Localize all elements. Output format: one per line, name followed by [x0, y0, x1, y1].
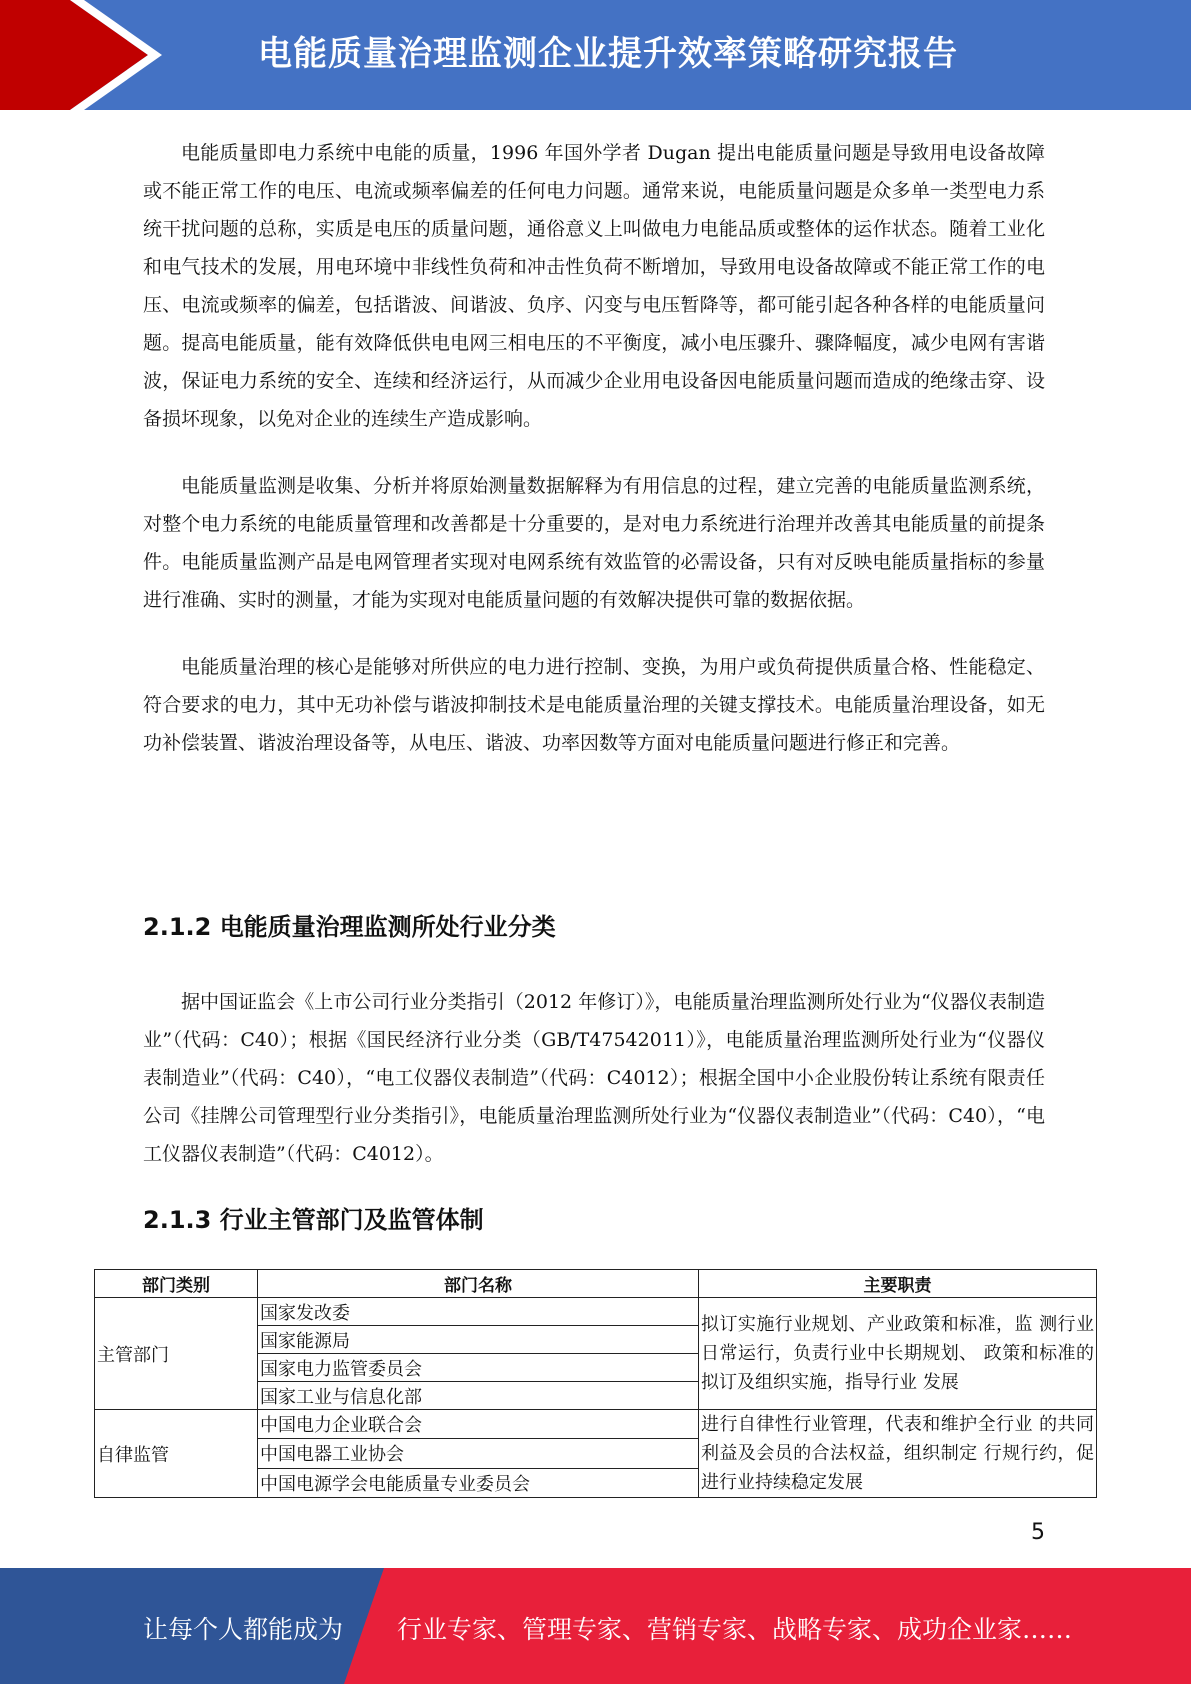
duty-cell: 进行自律性行业管理，代表和维护全行业 的共同利益及会员的合法权益，组织制定 行规行约，促进行业持续稳定发展	[699, 1410, 1097, 1498]
department-name-cell: 国家工业与信息化部	[258, 1382, 699, 1410]
department-name-cell: 国家发改委	[258, 1298, 699, 1326]
department-name-cell: 国家能源局	[258, 1326, 699, 1354]
table-header-cell: 部门类别	[95, 1270, 258, 1298]
page-number: 5	[1031, 1520, 1045, 1545]
department-name-cell: 中国电源学会电能质量专业委员会	[258, 1468, 699, 1497]
intro-paragraphs	[143, 134, 1045, 791]
category-cell: 自律监管	[95, 1410, 258, 1498]
report-title: 电能质量治理监测企业提升效率策略研究报告	[258, 34, 958, 74]
table-row	[95, 1298, 1097, 1326]
department-name-cell: 中国电器工业协会	[258, 1439, 699, 1468]
department-name-cell: 国家电力监管委员会	[258, 1354, 699, 1382]
footer-slogan-left: 让每个人都能成为	[143, 1615, 344, 1644]
paragraph-power-quality: 电能质量即电力系统中电能的质量，1996 年国外学者 Dugan 提出电能质量问题是导致用电设备故障或不能正常工作的电压、电流或频率偏差的任何电力问题。通常来说，电能质量问题是众多单一类型电力系统干扰问题的总称，实质是电压的质量问题，通俗意义上叫做电力电能品质或整体的运作状态。随着工业化和电气技术的发展，用电环境中非线性负荷和冲击性负荷不断增加，导致用电设备故障或不能正常工作的电压、电流或频率的偏差，包括谐波、间谐波、负序、闪变与电压暂降等，都可能引起各种各样的电能质量问题。提高电能质量，能有效降低供电电网三相电压的不平衡度，减小电压骤升、骤降幅度，减少电网有害谐波，保证电力系统的安全、连续和经济运行，从而减少企业用电设备因电能质量问题而造成的绝缘击穿、设备损坏现象，以免对企业的连续生产造成影响。	[143, 142, 1045, 430]
footer-slogan-right: 行业专家、管理专家、营销专家、战略专家、成功企业家……	[397, 1615, 1073, 1644]
category-cell: 主管部门	[95, 1298, 258, 1410]
department-name-cell: 中国电力企业联合会	[258, 1410, 699, 1439]
duty-cell: 拟订实施行业规划、产业政策和标准，监 测行业日常运行，负责行业中长期规划、 政策和标准的拟订及组织实施，指导行业 发展	[699, 1298, 1097, 1410]
regulatory-table	[94, 1269, 1097, 1498]
table-header-cell: 部门名称	[258, 1270, 699, 1298]
paragraph-governance: 电能质量治理的核心是能够对所供应的电力进行控制、变换，为用户或负荷提供质量合格、性能稳定、符合要求的电力，其中无功补偿与谐波抑制技术是电能质量治理的关键支撑技术。电能质量治理设备，如无功补偿装置、谐波治理设备等，从电压、谐波、功率因数等方面对电能质量问题进行修正和完善。	[143, 656, 1045, 754]
page-header	[0, 0, 1191, 110]
paragraph-monitoring: 电能质量监测是收集、分析并将原始测量数据解释为有用信息的过程，建立完善的电能质量监测系统，对整个电力系统的电能质量管理和改善都是十分重要的，是对电力系统进行治理并改善其电能质量的前提条件。电能质量监测产品是电网管理者实现对电网系统有效监管的必需设备，只有对反映电能质量指标的参量进行准确、实时的测量，才能为实现对电能质量问题的有效解决提供可靠的数据依据。	[143, 475, 1045, 611]
paragraph-industry-classification: 据中国证监会《上市公司行业分类指引（2012 年修订）》，电能质量治理监测所处行业为“仪器仪表制造业”（代码：C40）；根据《国民经济行业分类（GB/T47542011）》，电能质量治理监测所处行业为“仪器仪表制造业”（代码：C40），“电工仪器仪表制造”（代码：C4012）；根据全国中小企业股份转让系统有限责任公司《挂牌公司管理型行业分类指引》，电能质量治理监测所处行业为“仪器仪表制造业”（代码：C40），“电工仪器仪表制造”（代码：C4012）。	[143, 991, 1045, 1165]
table-row	[95, 1410, 1097, 1439]
section-heading-2-1-2: 2.1.2 电能质量治理监测所处行业分类	[143, 913, 556, 941]
page-footer	[0, 1568, 1191, 1684]
table-header-row	[95, 1270, 1097, 1298]
table-header-cell: 主要职责	[699, 1270, 1097, 1298]
section-heading-2-1-3: 2.1.3 行业主管部门及监管体制	[143, 1206, 484, 1234]
